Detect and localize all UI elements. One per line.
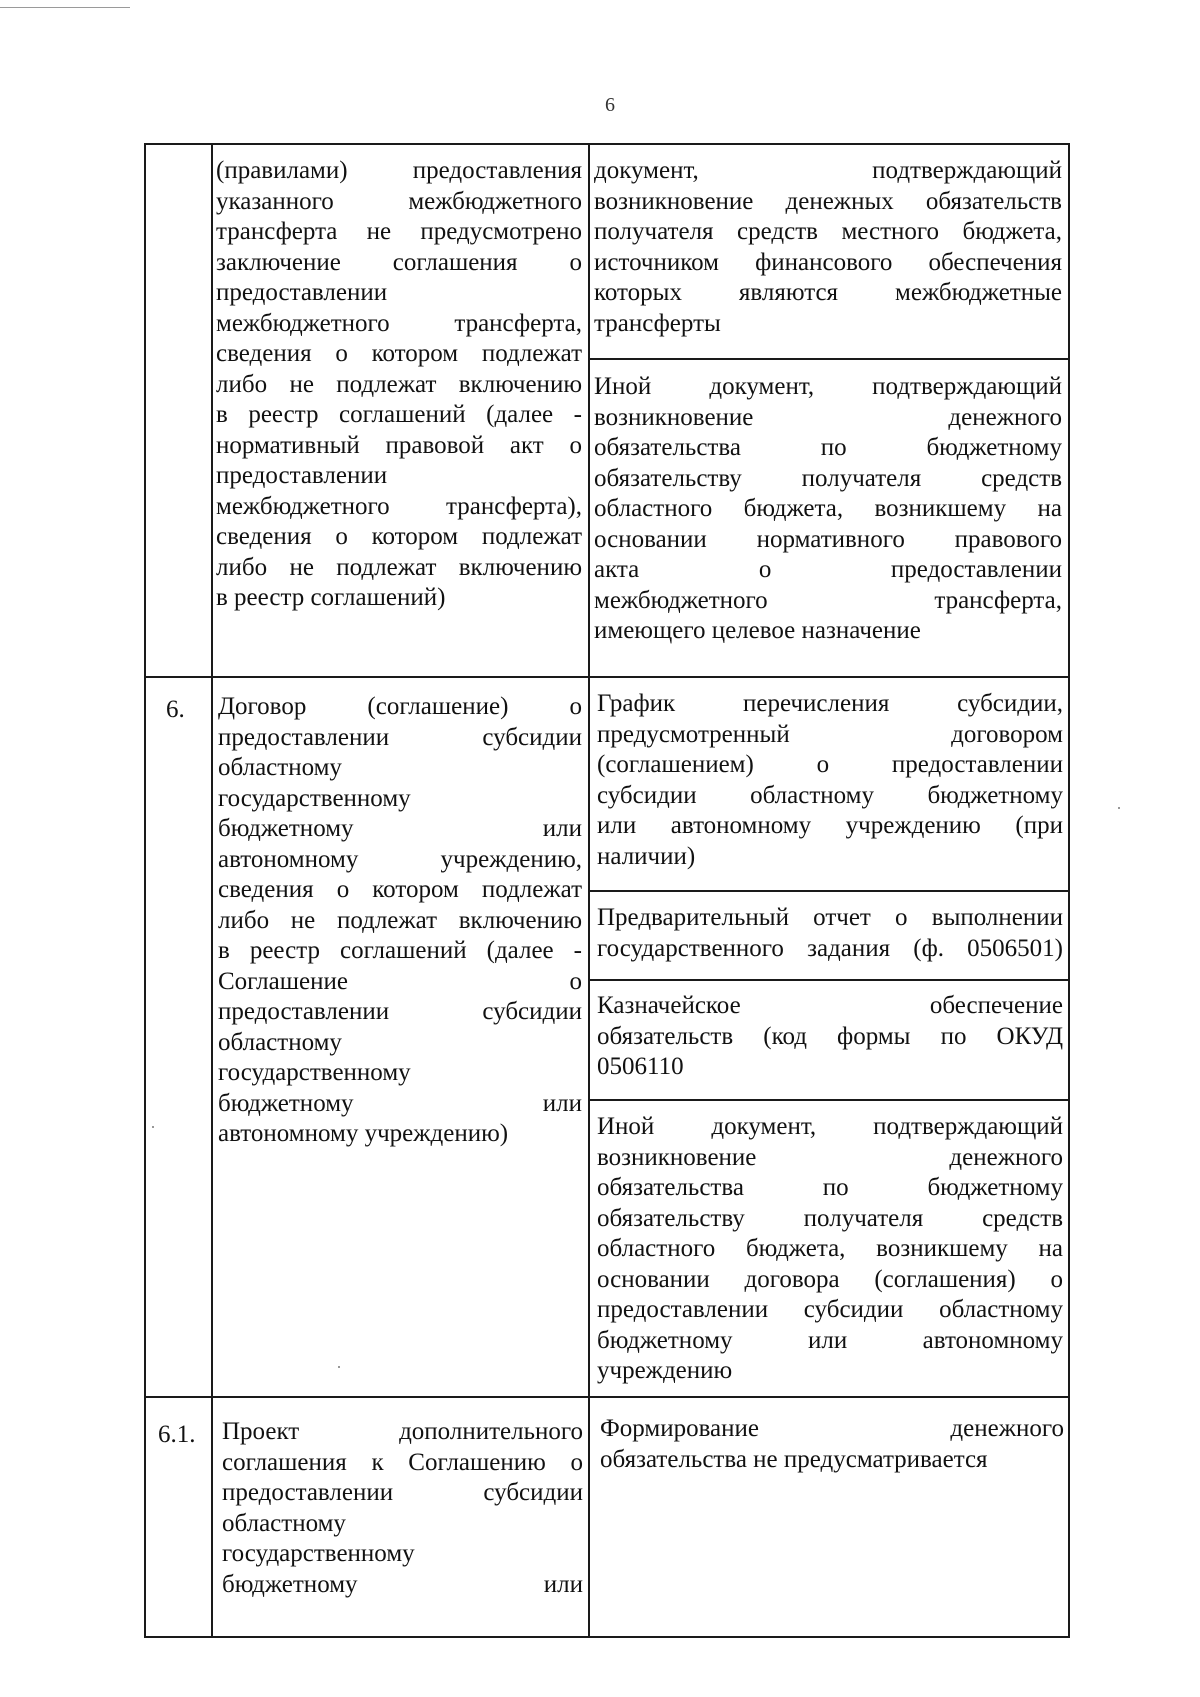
cell-line: областному (218, 754, 342, 781)
table-cell-left (218, 692, 582, 1150)
table-cell-left (216, 156, 582, 614)
cell-line: в реестр соглашений (далее - (218, 937, 582, 964)
cell-line: областному (218, 1028, 342, 1056)
cell-line: или автономному учреждению (при (597, 812, 1063, 839)
cell-line: обязательств (код формы по ОКУД (597, 1022, 1063, 1050)
cell-line: обязательства не предусматривается (600, 1445, 988, 1473)
table-cell-right (594, 156, 1062, 339)
cell-line: возникновение денежного (594, 403, 1062, 431)
cell-line: государственного задания (ф. 0506501) (597, 934, 1063, 962)
cell-line: основании договора (соглашения) о (597, 1265, 1063, 1293)
cell-line: субсидии областному бюджетному (597, 781, 1063, 809)
table-border-bottom (144, 1636, 1070, 1638)
row-number: 6.1. (158, 1421, 196, 1448)
table-cell-right (594, 372, 1062, 647)
cell-line: предоставлении (216, 279, 388, 306)
table-cell-right (597, 991, 1063, 1083)
cell-line: акта о предоставлении (594, 556, 1062, 583)
cell-line: межбюджетного трансферта), (216, 492, 582, 520)
cell-line: межбюджетного трансферта, (216, 309, 582, 337)
cell-line: предоставлении субсидии (218, 723, 582, 751)
cell-line: обязательству получателя средств (594, 464, 1062, 492)
cell-line: возникновение денежного (597, 1143, 1063, 1171)
cell-line: государственному (218, 784, 411, 812)
scan-speck (1118, 807, 1120, 809)
cell-line: возникновение денежных обязательств (594, 187, 1062, 215)
cell-line: имеющего целевое назначение (594, 617, 921, 644)
cell-line: бюджетному или (218, 1089, 582, 1117)
cell-line: автономному учреждению, (218, 845, 582, 873)
cell-line: учреждению (597, 1357, 733, 1384)
cell-line: предоставлении субсидии (222, 1479, 583, 1506)
cell-line: областного бюджета, возникшему на (594, 495, 1062, 522)
row-separator-6-1 (144, 1396, 1070, 1398)
scan-corner-line (0, 7, 130, 8)
cell-line: основании нормативного правового (594, 525, 1062, 553)
cell-line: предоставлении субсидии (218, 998, 582, 1025)
cell-separator (588, 890, 1070, 892)
cell-line: Предварительный отчет о выполнении (597, 904, 1063, 931)
cell-line: либо не подлежат включению (216, 370, 582, 398)
cell-line: Соглашение о (218, 967, 582, 995)
cell-line: предоставлении (216, 462, 388, 489)
cell-line: в реестр соглашений (далее - (216, 401, 582, 428)
cell-line: График перечисления субсидии, (597, 690, 1063, 717)
cell-line: Формирование денежного (600, 1415, 1064, 1442)
cell-line: в реестр соглашений) (216, 584, 446, 611)
cell-line: Казначейское обеспечение (597, 992, 1063, 1019)
cell-line: областному (222, 1509, 346, 1537)
cell-separator (588, 979, 1070, 981)
cell-line: областного бюджета, возникшему на (597, 1235, 1063, 1262)
cell-line: источником финансового обеспечения (594, 248, 1062, 276)
cell-line: заключение соглашения о (216, 248, 582, 276)
row-number: 6. (166, 696, 185, 723)
cell-line: бюджетному или (222, 1570, 583, 1598)
cell-line: либо не подлежат включению (218, 906, 582, 934)
cell-line: обязательства по бюджетному (594, 434, 1062, 461)
cell-line: Проект дополнительного (222, 1418, 583, 1445)
cell-line: сведения о котором подлежат (216, 340, 582, 367)
table-cell-left (222, 1417, 583, 1600)
table-border-left (144, 143, 146, 1638)
cell-line: либо не подлежат включению (216, 553, 582, 581)
cell-line: Иной документ, подтверждающий (594, 373, 1062, 400)
scan-speck (152, 1126, 154, 1128)
table-divider-number (211, 143, 213, 1638)
cell-separator (588, 1099, 1070, 1101)
cell-line: нормативный правовой акт о (216, 431, 582, 459)
cell-line: обязательству получателя средств (597, 1204, 1063, 1232)
cell-line: бюджетному или автономному (597, 1326, 1063, 1354)
table-border-top (144, 143, 1070, 145)
cell-line: автономному учреждению) (218, 1120, 509, 1147)
table-cell-right (597, 689, 1063, 872)
cell-line: государственному (222, 1540, 415, 1567)
cell-line: документ, подтверждающий (594, 157, 1062, 184)
cell-line: Договор (соглашение) о (218, 693, 582, 720)
cell-line: получателя средств местного бюджета, (594, 218, 1062, 245)
cell-line: которых являются межбюджетные (594, 279, 1062, 306)
cell-line: межбюджетного трансферта, (594, 586, 1062, 614)
cell-line: сведения о котором подлежат (218, 876, 582, 903)
cell-line: (правилами) предоставления (216, 157, 582, 184)
cell-line: обязательства по бюджетному (597, 1174, 1063, 1201)
table-cell-right (597, 1112, 1063, 1387)
cell-line: предусмотренный договором (597, 720, 1063, 748)
cell-line: предоставлении субсидии областному (597, 1296, 1063, 1323)
cell-line: сведения о котором подлежат (216, 523, 582, 550)
cell-line: бюджетному или (218, 815, 582, 842)
cell-line: указанного межбюджетного (216, 187, 582, 215)
row-separator-6 (144, 676, 1070, 678)
cell-line: государственному (218, 1059, 411, 1086)
table-cell-right (597, 903, 1063, 964)
cell-line: (соглашением) о предоставлении (597, 751, 1063, 778)
cell-line: трансферты (594, 309, 721, 337)
cell-line: 0506110 (597, 1053, 684, 1080)
cell-line: Иной документ, подтверждающий (597, 1113, 1063, 1140)
cell-line: наличии) (597, 842, 696, 870)
table-cell-right (600, 1414, 1064, 1475)
cell-line: соглашения к Соглашению о (222, 1448, 583, 1476)
scan-speck (338, 1366, 340, 1368)
cell-line: трансферта не предусмотрено (216, 218, 582, 245)
cell-separator (588, 358, 1070, 360)
page-number: 6 (605, 94, 615, 116)
